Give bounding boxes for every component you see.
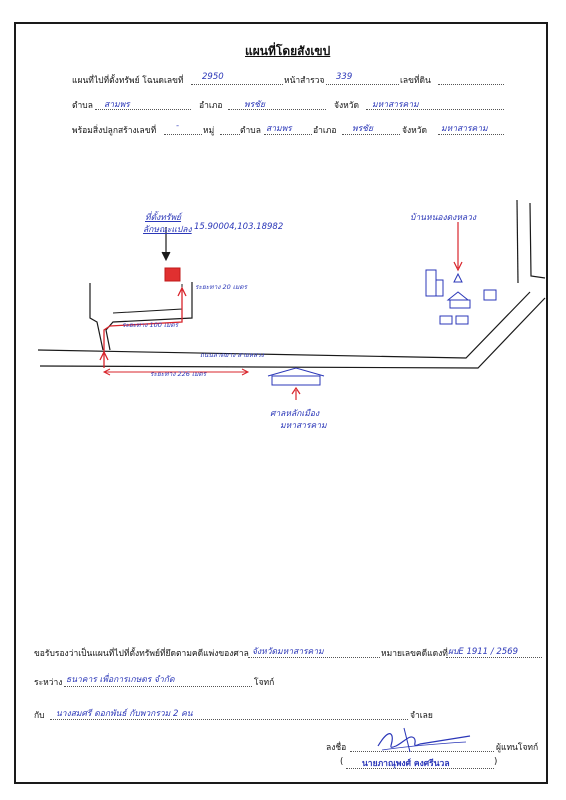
changwat-value: มหาสารคาม	[372, 100, 419, 110]
dist-side-label: ระยะทาง 100 เมตร	[122, 321, 179, 329]
property-label-1: ที่ตั้งทรัพย์	[145, 213, 182, 223]
signer-name: นายภาณุพงศ์ คงศรีนวล	[362, 759, 450, 769]
road-label: ถนนลาดยาง สายหลวง	[200, 351, 264, 359]
sign-label: ลงชื่อ	[326, 743, 347, 753]
tambon2-label: ตำบล	[240, 126, 261, 136]
certify-label: ขอรับรองว่าเป็นแผนที่ไปที่ตั้งทรัพย์ที่ยึดตามคดีแพ่งของศาล	[34, 649, 249, 659]
dist-main-label: ระยะทาง 226 เมตร	[150, 370, 207, 378]
defendant-label: จำเลย	[410, 711, 433, 721]
tambon2-value: สามพร	[266, 124, 292, 134]
representative-label: ผู้แทนโจทก์	[496, 743, 539, 753]
plaintiff-value: ธนาคาร เพื่อการเกษตร จำกัด	[66, 675, 175, 685]
amphoe2-label: อำเภอ	[313, 126, 337, 136]
dist-north-label: ระยะทาง 20 เมตร	[195, 283, 248, 291]
moo-label: หมู่	[203, 126, 215, 136]
property-coordinates: 15.90004,103.18982	[194, 222, 284, 232]
case-no-value: ผบE 1911 / 2569	[448, 647, 518, 657]
defendant-value: นางสมศรี ดอกพันธ์ กับพวกรวม 2 คน	[56, 709, 193, 719]
changwat-label: จังหวัด	[334, 101, 360, 111]
village-label: บ้านหนองดงหลวง	[410, 213, 477, 223]
page-title: แผนที่โดยสังเขป	[245, 44, 331, 58]
deed-no-value: 2950	[202, 72, 224, 82]
tambon-label: ตำบล	[72, 101, 93, 111]
with-label: กับ	[34, 711, 45, 721]
court-value: จังหวัดมหาสารคาม	[252, 647, 324, 657]
building-no-label: พร้อมสิ่งปลูกสร้างเลขที่	[72, 126, 157, 136]
deed-label: แผนที่ไปที่ตั้งทรัพย์ โฉนดเลขที่	[72, 76, 184, 86]
land-no-label: เลขที่ดิน	[400, 76, 431, 86]
building-no-value: -	[176, 121, 180, 131]
amphoe2-value: พรชัย	[352, 124, 373, 134]
amphoe-value: พรชัย	[244, 100, 265, 110]
name-close-paren: )	[494, 757, 498, 767]
survey-page-label: หน้าสำรวจ	[284, 76, 325, 86]
amphoe-label: อำเภอ	[199, 101, 223, 111]
between-label: ระหว่าง	[34, 678, 63, 688]
survey-page-value: 339	[336, 72, 353, 82]
tambon-value: สามพร	[104, 100, 130, 110]
landmark-label-1: ศาลหลักเมือง	[270, 409, 320, 419]
changwat2-label: จังหวัด	[402, 126, 428, 136]
name-open-paren: (	[340, 757, 344, 767]
landmark-label-2: มหาสารคาม	[280, 421, 327, 431]
property-label-2: ลักษณะแปลง	[143, 225, 192, 235]
plaintiff-label: โจทก์	[254, 678, 275, 688]
case-no-label: หมายเลขคดีแดงที่	[381, 649, 448, 659]
changwat2-value: มหาสารคาม	[441, 124, 488, 134]
